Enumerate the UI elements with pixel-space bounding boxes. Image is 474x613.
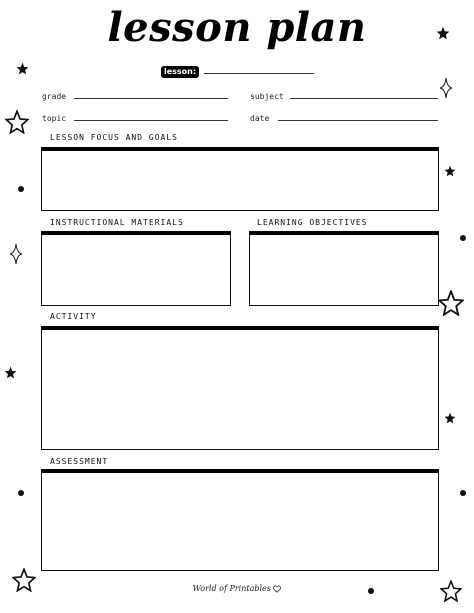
grade-label: grade — [42, 92, 67, 101]
materials-section-title: INSTRUCTIONAL MATERIALS — [50, 218, 184, 227]
dot-icon — [368, 588, 374, 594]
assessment-box[interactable] — [41, 469, 439, 571]
brand-text: World of Printables — [192, 584, 271, 593]
lesson-input-line[interactable] — [204, 73, 314, 74]
footer-brand — [0, 584, 474, 593]
materials-box[interactable] — [41, 231, 231, 306]
heart-icon — [273, 585, 281, 593]
sparkle-icon — [10, 244, 22, 264]
objectives-box[interactable] — [249, 231, 439, 306]
assessment-section-title: ASSESSMENT — [50, 457, 109, 466]
grade-input-line[interactable] — [74, 98, 228, 99]
lesson-label: lesson: — [161, 66, 199, 78]
topic-label: topic — [42, 114, 67, 123]
subject-input-line[interactable] — [290, 98, 438, 99]
page-title: lesson plan — [107, 4, 367, 51]
objectives-section-title: LEARNING OBJECTIVES — [257, 218, 368, 227]
dot-icon — [18, 490, 24, 496]
focus-box[interactable] — [41, 147, 439, 211]
star-icon — [444, 165, 456, 177]
focus-section-title: LESSON FOCUS AND GOALS — [50, 133, 178, 142]
topic-input-line[interactable] — [74, 120, 228, 121]
subject-label: subject — [250, 92, 284, 101]
star-icon — [4, 366, 17, 379]
activity-section-title: ACTIVITY — [50, 312, 97, 321]
dot-icon — [18, 186, 24, 192]
star-icon — [438, 290, 464, 316]
date-input-line[interactable] — [278, 120, 438, 121]
star-icon — [440, 580, 462, 602]
date-label: date — [250, 114, 270, 123]
star-icon — [444, 412, 456, 424]
dot-icon — [460, 235, 466, 241]
dot-icon — [460, 490, 466, 496]
star-icon — [16, 62, 29, 75]
star-icon — [436, 26, 450, 40]
star-icon — [12, 568, 36, 592]
sparkle-icon — [440, 78, 452, 98]
star-icon — [5, 110, 29, 134]
activity-box[interactable] — [41, 326, 439, 450]
